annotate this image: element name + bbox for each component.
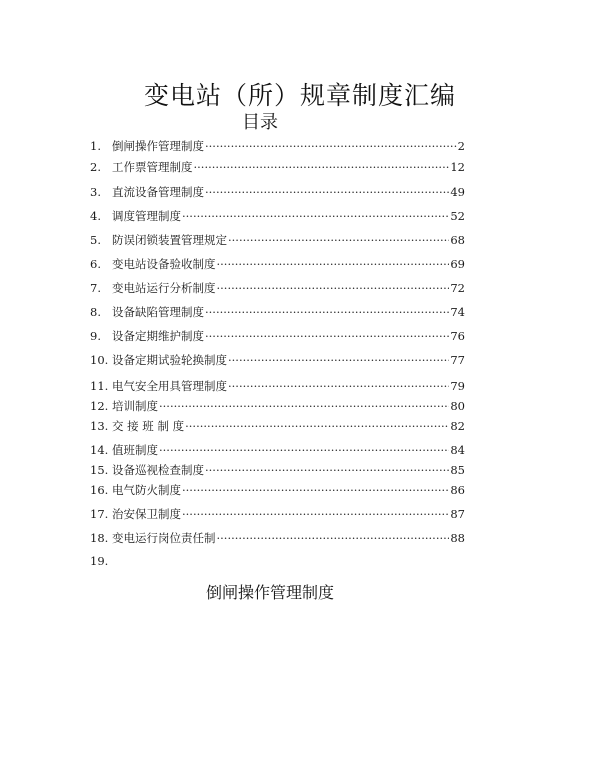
toc-entry-label: 治安保卫制度 [112,507,181,521]
toc-entry-page-number: 69 [450,257,465,271]
toc-entry[interactable] [90,208,465,224]
document-title: 变电站（所）规章制度汇编 [143,81,456,110]
toc-entry-number: 15. [90,463,109,477]
toc-leader-dots [217,257,450,271]
toc-leader-dots [205,305,449,319]
toc-entry[interactable] [90,442,465,458]
toc-entry-page-number: 76 [450,329,465,343]
toc-entry-number: 3. [90,185,101,199]
toc-entry[interactable] [90,256,465,272]
toc-entry-page-number: 68 [450,233,465,247]
toc-entry-label: 交 接 班 制 度 [112,419,185,433]
toc-entry-number: 9. [90,329,101,343]
toc-entry-number: 8. [90,305,101,319]
toc-entry-number: 12. [90,399,109,413]
toc-leader-dots [228,353,449,367]
toc-entry-label: 设备巡视检查制度 [112,463,204,477]
toc-leader-dots [217,531,450,545]
toc-entry-number: 4. [90,209,101,223]
toc-entry[interactable] [90,159,465,175]
toc-entry-page-number: 79 [450,379,465,393]
toc-leader-dots [205,139,457,153]
toc-entry[interactable] [90,462,465,478]
toc-entry-number: 19. [90,554,109,568]
toc-leader-dots [159,399,449,413]
toc-leader-dots [185,419,449,433]
toc-entry-page-number: 72 [450,281,465,295]
toc-leader-dots [228,379,449,393]
toc-entry-label: 工作票管理制度 [112,160,193,174]
toc-heading: 目录 [242,112,278,133]
toc-entry-page-number: 88 [450,531,465,545]
toc-entry-label: 倒闸操作管理制度 [112,139,204,153]
toc-leader-dots [159,443,449,457]
toc-entry-label: 设备缺陷管理制度 [112,305,204,319]
toc-entry[interactable] [90,328,465,344]
toc-entry-number: 11. [90,379,109,393]
toc-entry[interactable] [90,280,465,296]
toc-entry-page-number: 80 [450,399,465,413]
toc-entry[interactable] [90,378,465,394]
toc-entry[interactable] [90,418,465,434]
toc-leader-dots [182,507,449,521]
toc-entry[interactable] [90,232,465,248]
toc-entry-label: 设备定期维护制度 [112,329,204,343]
toc-leader-dots [205,329,449,343]
toc-entry[interactable] [90,554,465,570]
toc-entry-label: 变电站运行分析制度 [112,281,216,295]
toc-entry-page-number: 12 [450,160,465,174]
section-title: 倒闸操作管理制度 [205,583,334,602]
toc-entry[interactable] [90,184,465,200]
toc-entry-page-number: 77 [450,353,465,367]
toc-entry[interactable] [90,352,465,368]
toc-leader-dots [182,209,449,223]
toc-entry-label: 电气防火制度 [112,483,181,497]
toc-entry-number: 16. [90,483,109,497]
toc-entry-label: 培训制度 [112,399,158,413]
toc-leader-dots [205,463,449,477]
toc-entry-page-number: 85 [450,463,465,477]
toc-leader-dots [205,185,449,199]
toc-entry-label: 设备定期试验轮换制度 [112,353,227,367]
toc-leader-dots [228,233,449,247]
toc-entry-number: 7. [90,281,101,295]
toc-entry-label: 值班制度 [112,443,158,457]
toc-leader-dots [194,160,450,174]
toc-entry-number: 2. [90,160,101,174]
toc-entry[interactable] [90,304,465,320]
toc-entry-number: 14. [90,443,109,457]
toc-entry-page-number: 2 [457,139,465,153]
toc-leader-dots [217,281,450,295]
toc-entry-page-number: 87 [450,507,465,521]
toc-entry-number: 6. [90,257,101,271]
toc-entry-number: 18. [90,531,109,545]
toc-entry-label: 电气安全用具管理制度 [112,379,227,393]
toc-entry-page-number: 52 [450,209,465,223]
toc-entry-number: 5. [90,233,101,247]
toc-entry-number: 17. [90,507,109,521]
toc-entry-label: 防误闭锁装置管理规定 [112,233,227,247]
toc-entry-number: 13. [90,419,109,433]
toc-entry-label: 直流设备管理制度 [112,185,204,199]
toc-entry-number: 10. [90,353,109,367]
toc-entry-page-number: 84 [450,443,465,457]
toc-entry[interactable] [90,506,465,522]
toc-entry-label: 变电运行岗位责任制 [112,531,216,545]
toc-entry[interactable] [90,530,465,546]
toc-entry-label: 调度管理制度 [112,209,181,223]
toc-entry[interactable] [90,138,465,154]
toc-entry-page-number: 74 [450,305,465,319]
toc-entry-page-number: 86 [450,483,465,497]
toc-entry[interactable] [90,482,465,498]
toc-entry-number: 1. [90,139,101,153]
toc-leader-dots [182,483,449,497]
toc-entry[interactable] [90,398,465,414]
toc-entry-page-number: 82 [450,419,465,433]
toc-entry-label: 变电站设备验收制度 [112,257,216,271]
toc-entry-page-number: 49 [450,185,465,199]
